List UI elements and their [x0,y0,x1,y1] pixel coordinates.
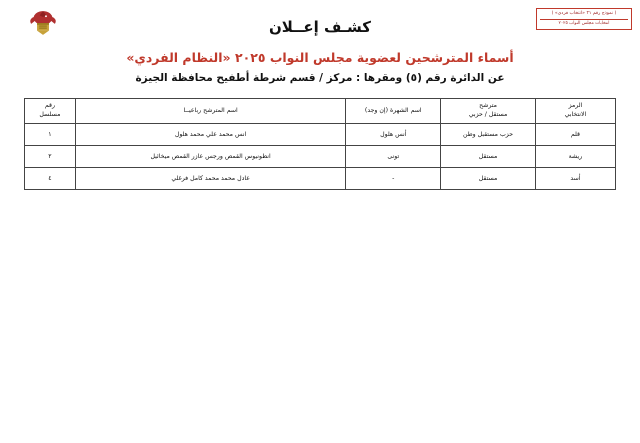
column-header-party-line2: مستقل / حزبي [468,111,508,118]
candidates-table [24,98,616,190]
cell-symbol: أسد [535,168,615,190]
column-header-symbol-line1: الرمز [568,102,583,110]
page-title: كشـف إعــلان [268,18,372,36]
election-year-line: انتخابات مجلس النواب ٢٠٢٥ [558,21,610,27]
table-row [25,168,616,190]
table-header [25,99,616,124]
column-header-serial-line1: رقم [44,102,55,110]
table-row [25,124,616,146]
cell-name: انطونيوس القمص ورجس عازر القمص ميخائيل [75,146,346,168]
column-header-symbol [535,99,615,124]
cell-symbol: ريشة [535,146,615,168]
column-header-name: اسم المترشح رباعيــا [75,99,346,124]
cell-party: مستقل [441,146,536,168]
column-header-fame: اسم الشهرة (إن وجد) [346,99,441,124]
cell-serial: ٢ [25,146,76,168]
table-header-row [25,99,616,124]
cell-serial: ٤ [25,168,76,190]
cell-party: مستقل [441,168,536,190]
table-row [25,146,616,168]
page-subtitle-candidates: أسماء المترشحين لعضوية مجلس النواب ٢٠٢٥ «النظام الفردي» [126,50,514,65]
column-header-party-line1: مترشح [479,102,497,110]
cell-fame: تونى [346,146,441,168]
cell-fame: أنس هلول [346,124,441,146]
cell-name: عادل محمد محمد كامل فرغلي [75,168,346,190]
cell-party: حزب مستقبل وطن [441,124,536,146]
column-header-serial [25,99,76,124]
form-number-line: ( نموذج رقم ٢١ «انتخاب فردي» ) [551,11,617,16]
column-header-serial-line2: مسلسل [39,111,61,118]
cell-name: انس محمد علي محمد هلول [75,124,346,146]
page-subtitle-district: عن الدائرة رقم (٥) ومقرها : مركز / قسم شرطة أطفيح محافظة الجيزة [135,72,505,84]
column-header-party [441,99,536,124]
cell-fame: - [346,168,441,190]
column-header-symbol-line2: الانتخابي [564,111,587,118]
table-body [25,124,616,190]
cell-symbol: قلم [535,124,615,146]
cell-serial: ١ [25,124,76,146]
candidates-table-container [24,98,616,190]
